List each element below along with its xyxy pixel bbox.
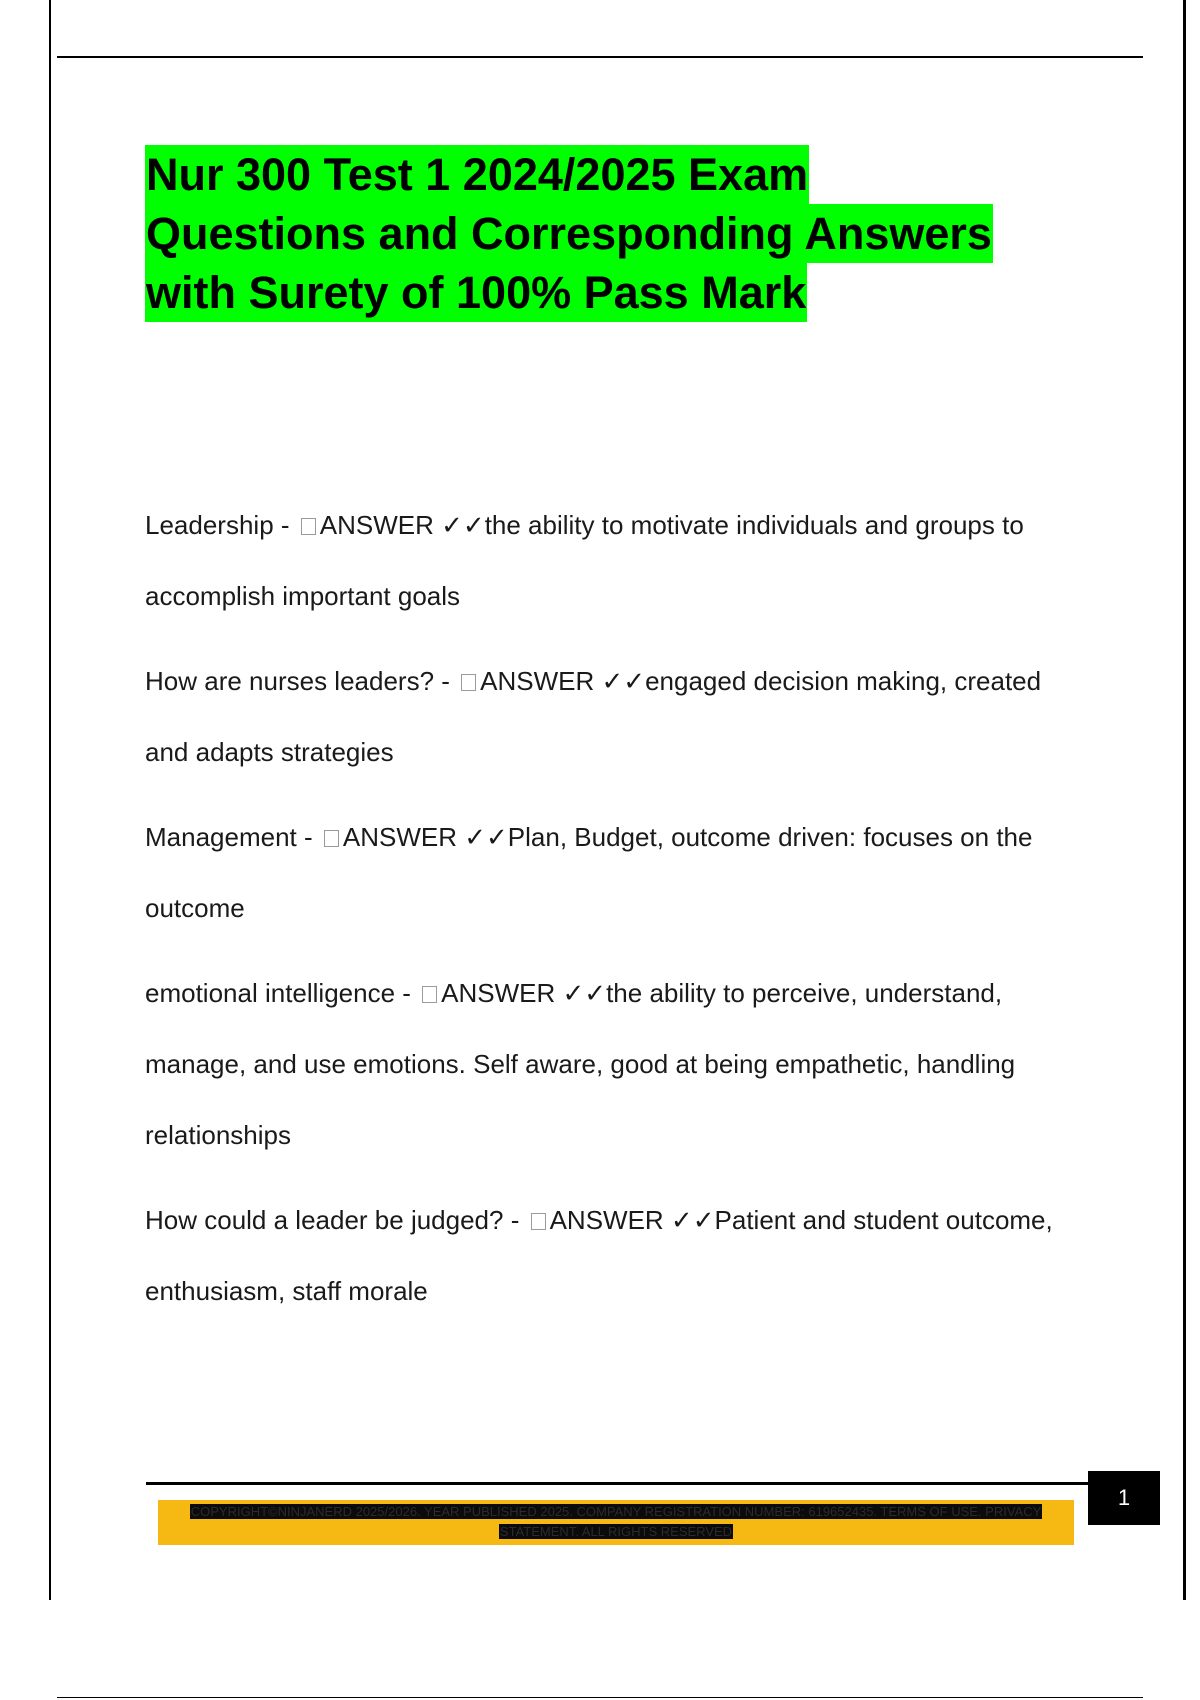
footer-rule xyxy=(146,1482,1088,1485)
answer-marker: ANSWER ✓✓ xyxy=(342,822,508,852)
qa-item-emotional-intelligence xyxy=(145,958,1085,1171)
qa-answer: engaged decision making, created and adapts strategies xyxy=(145,666,1042,767)
checkbox-icon xyxy=(422,986,437,1003)
qa-term: Leadership - xyxy=(145,510,297,540)
answer-marker: ANSWER ✓✓ xyxy=(319,510,485,540)
qa-answer: the ability to motivate individuals and groups to accomplish important goals xyxy=(145,510,1024,611)
document-title xyxy=(145,145,1125,322)
copyright-line-2: STATEMENT. ALL RIGHTS RESERVED xyxy=(499,1524,733,1539)
qa-term: How are nurses leaders? - xyxy=(145,666,458,696)
page-number: 1 xyxy=(1088,1471,1160,1525)
title-line-3: with Surety of 100% Pass Mark xyxy=(145,263,807,322)
checkbox-icon xyxy=(301,518,316,535)
qa-term: How could a leader be judged? - xyxy=(145,1205,527,1235)
qa-item-nurses-leaders xyxy=(145,646,1085,788)
header-rule xyxy=(57,56,1143,58)
checkbox-icon xyxy=(531,1213,546,1230)
title-line-1: Nur 300 Test 1 2024/2025 Exam xyxy=(145,145,809,204)
qa-answer: Patient and student outcome, enthusiasm, staff morale xyxy=(145,1205,1053,1306)
qa-item-leader-judged xyxy=(145,1185,1085,1327)
qa-list xyxy=(145,490,1085,1341)
qa-term: emotional intelligence - xyxy=(145,978,419,1008)
copyright-line-1: COPYRIGHT©NINJANERD 2025/2026. YEAR PUBLISHED 2025. COMPANY REGISTRATION NUMBER: 619652435. TERMS OF USE. PRIVACY xyxy=(190,1504,1042,1519)
page-border-right xyxy=(1183,0,1186,1600)
answer-marker: ANSWER ✓✓ xyxy=(480,666,646,696)
answer-marker: ANSWER ✓✓ xyxy=(549,1205,715,1235)
page-border-left xyxy=(49,0,51,1600)
answer-marker: ANSWER ✓✓ xyxy=(441,978,607,1008)
qa-answer: the ability to perceive, understand, manage, and use emotions. Self aware, good at being empathetic, handling relationships xyxy=(145,978,1016,1150)
qa-answer: Plan, Budget, outcome driven: focuses on the outcome xyxy=(145,822,1033,923)
next-page-rule xyxy=(57,1697,1143,1698)
qa-term: Management - xyxy=(145,822,320,852)
checkbox-icon xyxy=(461,674,476,691)
copyright-bar xyxy=(158,1500,1074,1545)
qa-item-management xyxy=(145,802,1085,944)
checkbox-icon xyxy=(324,830,339,847)
qa-item-leadership xyxy=(145,490,1085,632)
title-line-2: Questions and Corresponding Answers xyxy=(145,204,993,263)
